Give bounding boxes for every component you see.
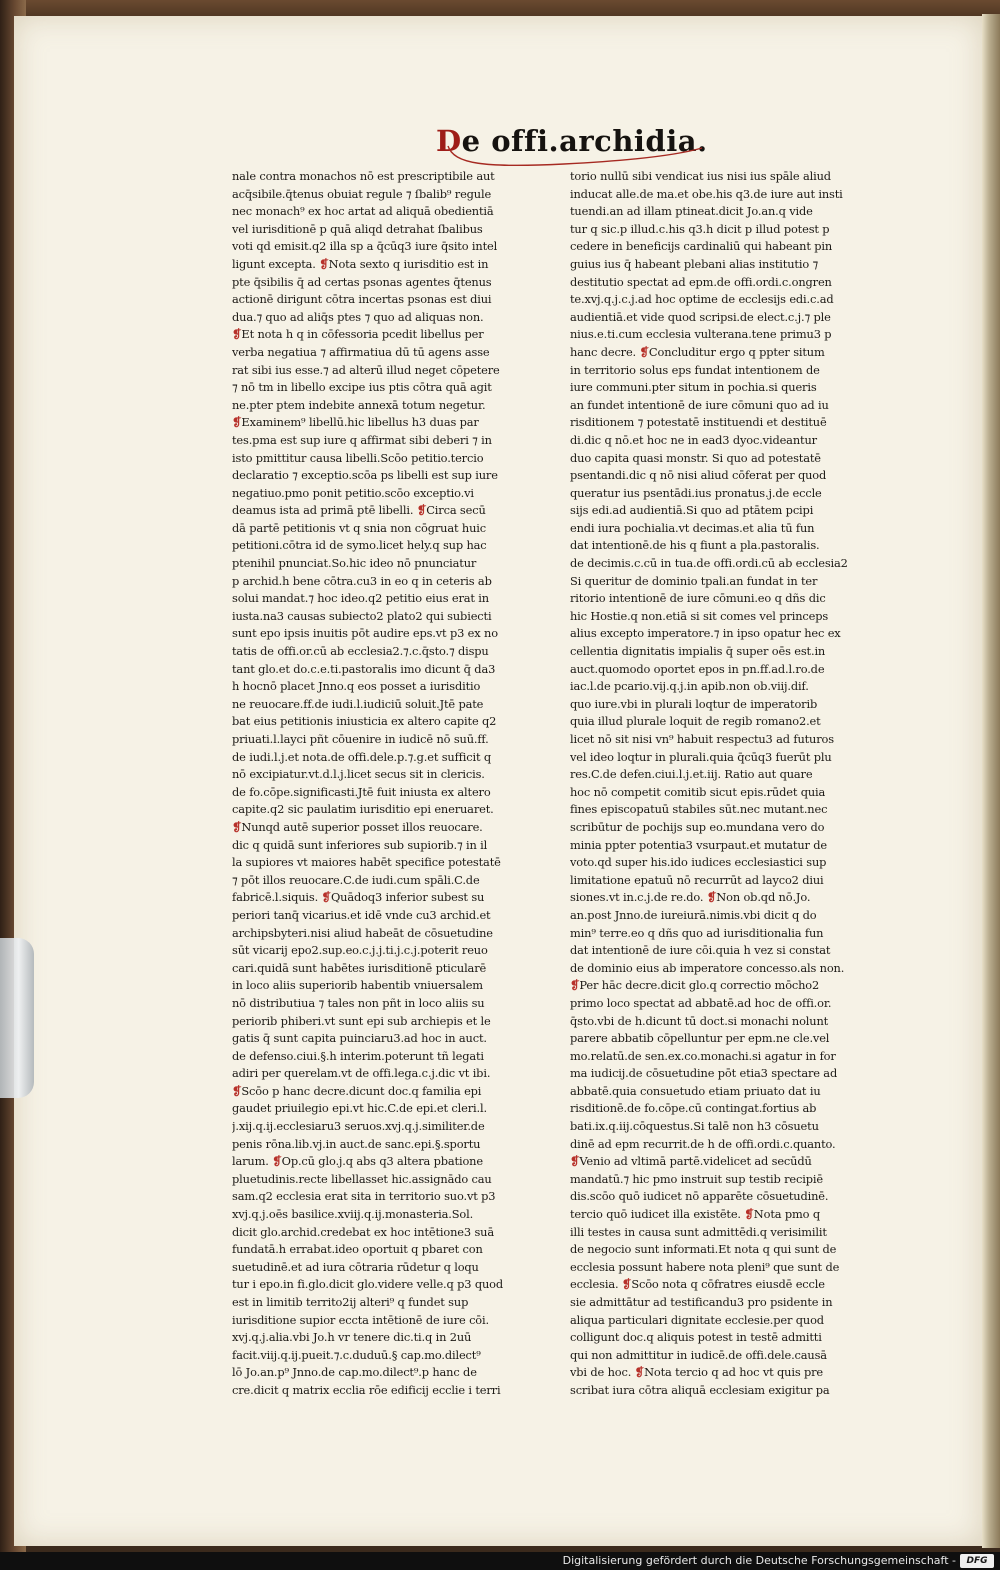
text-line: dat intentionē de iure cōi.quia h vez si constat <box>570 943 831 958</box>
text-line: penis rōna.lib.vj.in auct.de sanc.epi.§.sportu <box>232 1136 481 1151</box>
text-line: ptenihil pnunciat.So.hic ideo nō pnunciatur <box>232 556 477 571</box>
text-line: xvj.q.j.alia.vbi Jo.h vr tenere dic.ti.q in 2uū <box>232 1330 472 1345</box>
paragraph-mark: ❡ <box>621 1277 632 1292</box>
text-line: isto pmittitur causa libelli.Scōo petitio.tercio <box>232 450 484 465</box>
header-flourish <box>444 134 704 168</box>
text-line: dicit glo.archid.credebat ex hoc intētione3 suā <box>232 1224 494 1239</box>
text-line: archipsbyteri.nisi aliud habeāt de cōsuetudine <box>232 925 493 940</box>
text-line: solui mandat.⁊ hoc ideo.q2 petitio eius erat in <box>232 591 489 606</box>
text-line: xvj.q.j.oēs basilice.xviij.q.ij.monasteria.Sol. <box>232 1207 474 1222</box>
text-line: negatiuo.pmo ponit petitio.scōo exceptio.vi <box>232 485 474 500</box>
text-line: dinē ad epm recurrit.de h de offi.ordi.c.quanto. <box>570 1136 836 1151</box>
text-line: de decimis.c.cū in tua.de offi.ordi.cū ab ecclesia2 <box>570 556 848 571</box>
text-line: hic Hostie.q non.etiā si sit comes vel princeps <box>570 608 829 623</box>
text-line: cellentia dignitatis impialis q̄ super oēs est.in <box>570 644 826 659</box>
text-line: capite.q2 sic paulatim iurisditio epi eneruaret. <box>232 802 494 817</box>
text-line: primo loco spectat ad abbatē.ad hoc de offi.or. <box>570 995 832 1010</box>
text-line: ma iudicij.de cōsuetudine pōt etia3 spectare ad <box>570 1066 838 1081</box>
text-line: illi testes in causa sunt admittēdi.q verisimilit <box>570 1224 827 1239</box>
text-line: tatis de offi.or.cū ab ecclesia2.⁊.c.q̄sto.⁊ dispu <box>232 644 489 659</box>
text-line: min⁹ terre.eo q dñs quo ad iurisditionalia fun <box>570 925 824 940</box>
text-line: deamus ista ad primā ptē libelli. ❡Circa secū <box>232 503 486 518</box>
text-line: ne reuocare.ff.de iudi.l.iudiciū soluit.Jtē pate <box>232 696 484 711</box>
text-line: petitioni.cōtra id de symo.licet hely.q sup hac <box>232 538 487 553</box>
paragraph-mark: ❡ <box>232 415 242 430</box>
text-line: suetudinē.et ad iura cōtraria rūdetur q loqu <box>232 1259 479 1274</box>
text-line: siones.vt in.c.j.de re.do. ❡Non ob.qd nō.Jo. <box>570 890 811 905</box>
text-line: pluetudinis.recte libellasset hic.assignādo cau <box>232 1171 492 1186</box>
text-line: dis.scōo quō iudicet nō apparēte cōsuetudinē. <box>570 1189 829 1204</box>
paragraph-mark: ❡ <box>321 890 331 905</box>
text-line: iurisditione supior eccta intētionē de iure cōi. <box>232 1312 489 1327</box>
text-line: an fundet intentionē de iure cōmuni quo ad iu <box>570 397 829 412</box>
text-line: sie admittātur ad testificandu3 pro psidente in <box>570 1295 833 1309</box>
text-line: periorib phiberi.vt sunt epi sub archiepis et le <box>232 1013 491 1028</box>
text-line: an.post Jnno.de iureiurā.nimis.vbi dicit q do <box>570 907 817 922</box>
running-head-text: e offi.archidia. <box>461 124 708 158</box>
text-line: mandatū.⁊ hic pmo instruit sup testib recipiē <box>570 1171 823 1186</box>
paragraph-mark: ❡ <box>744 1207 754 1222</box>
paragraph-mark: ❡ <box>232 327 242 342</box>
text-line: ⁊ nō tm in libello excipe ius ptis cōtra quā agit <box>232 380 492 395</box>
text-line: de iudi.l.j.et nota.de offi.dele.p.⁊.g.et sufficit q <box>232 749 491 764</box>
text-line: la supiores vt maiores habēt specifice potestatē <box>232 855 501 870</box>
paragraph-mark: ❡ <box>639 344 649 359</box>
text-line: de fo.cōpe.significasti.Jtē fuit iniusta ex altero <box>232 784 491 799</box>
text-line: sam.q2 ecclesia erat sita in territorio suo.vt p3 <box>232 1189 496 1204</box>
text-line: limitatione epatuū nō recurrūt ad layco2 diui <box>570 872 824 887</box>
text-line: ritorio intentionē de iure cōmuni.eo q dñs dic <box>570 591 826 606</box>
text-line: ecclesia. ❡Scōo nota q cōfratres eiusdē eccle <box>570 1277 825 1292</box>
text-line: fundatā.h errabat.ideo oportuit q pbaret con <box>232 1242 483 1257</box>
text-line: hoc nō competit comitib sicut epis.rūdet quia <box>570 784 826 799</box>
text-line: cedere in beneficijs cardinaliū qui habeant pin <box>570 239 833 254</box>
text-line: voti qd emisit.q2 illa sp a q̄cūq3 iure q̄sito intel <box>232 239 498 254</box>
text-line: h hocnō placet Jnno.q eos posset a iurisditio <box>232 679 481 694</box>
paragraph-mark: ❡ <box>570 1154 580 1169</box>
text-line: nale contra monachos nō est prescriptibile aut <box>232 169 495 183</box>
text-line: quia illud plurale loquit de regib romano2.et <box>570 714 821 729</box>
text-line: est in limitib territo2ij alteri⁹ q fundet sup <box>232 1295 469 1309</box>
text-line: tur q sic.p illud.c.his q3.h dicit p illud potest p <box>570 221 830 236</box>
text-line: minia ppter potentia3 vsurpaut.et mutatur de <box>570 837 828 852</box>
text-line: iusta.na3 causas subiecto2 plato2 qui subiecti <box>232 608 492 623</box>
text-line: te.xvj.q.j.c.j.ad hoc optime de ecclesijs edi.c.ad <box>570 292 834 307</box>
text-line: pte q̄sibilis q̄ ad certas psonas agentes q̄tenus <box>232 274 492 289</box>
text-line: fines episcopatuū stabiles sūt.nec mutant.nec <box>570 802 828 817</box>
text-line: Si queritur de dominio tpali.an fundat in ter <box>570 573 818 588</box>
text-line: nec monach⁹ ex hoc artat ad aliquā obedientiā <box>232 204 494 219</box>
text-line: sijs edi.ad audientiā.Si quo ad ptātem pcipi <box>570 503 814 518</box>
text-line: tant glo.et do.c.e.ti.pastoralis imo dicunt q̄ da3 <box>232 661 496 676</box>
text-line: vel iurisditionē p quā aliqd detrahat ſbalibus <box>232 221 483 236</box>
text-line: ❡Per hāc decre.dicit glo.q correctio mōcho2 <box>570 978 820 993</box>
text-line: ⁊ pōt illos reuocare.C.de iudi.cum spāli.C.de <box>232 872 480 887</box>
running-head-initial: D <box>436 124 462 158</box>
text-line: torio nullū sibi vendicat ius nisi ius spāle aliud <box>570 169 831 183</box>
text-line: bati.ix.q.iij.cōquestus.Si talē non h3 cōsuetu <box>570 1119 819 1134</box>
text-line: de dominio eius ab imperatore concesso.als non. <box>570 960 845 975</box>
text-line: duo capita quasi monstr. Si quo ad potestatē <box>570 450 821 465</box>
text-line: guius ius q̄ habeant plebani alias institutio ⁊ <box>570 256 819 271</box>
text-line: ligunt excepta. ❡Nota sexto q iurisditio est in <box>232 256 489 271</box>
paragraph-mark: ❡ <box>232 1083 242 1098</box>
text-line: di.dic q nō.et hoc ne in ead3 dyoc.videantur <box>570 432 817 447</box>
text-line: ne.pter ptem indebite annexā totum negetur. <box>232 397 486 412</box>
text-line: cre.dicit q matrix ecclia rōe edificij ecclie i terri <box>232 1382 501 1397</box>
text-line: sunt epo ipsis inuitis pōt audire eps.vt p3 ex no <box>232 626 498 641</box>
text-line: iac.l.de pcario.vij.q.j.in apib.non ob.viij.dif. <box>570 679 809 694</box>
text-line: voto.qd super his.ido iudices ecclesiastici sup <box>570 855 827 870</box>
text-line: j.xij.q.ij.ecclesiaru3 seruos.xvj.q.j.similiter.de <box>232 1119 485 1134</box>
text-line: audientiā.et vide quod scripsi.de elect.c.j.⁊ ple <box>570 309 831 324</box>
text-line: ecclesia possunt habere nota pleni⁹ que sunt de <box>570 1259 840 1274</box>
text-line: tes.pma est sup iure q affirmat sibi deberi ⁊ in <box>232 432 492 447</box>
text-line: nō distributiua ⁊ tales non pñt in loco aliis su <box>232 995 485 1010</box>
text-line: lō Jo.an.p⁹ Jnno.de cap.mo.dilect⁹.p hanc de <box>232 1365 477 1380</box>
text-line: ❡Scōo p hanc decre.dicunt doc.q familia epi <box>232 1083 482 1098</box>
text-line: priuati.l.layci pñt cōuenire in iudicē nō suū.ff. <box>232 732 489 746</box>
text-line: scribūtur de pochijs sup eo.mundana vero do <box>570 819 825 834</box>
text-line: destitutio spectat ad epm.de offi.ordi.c.ongren <box>570 274 832 289</box>
page-clip <box>0 938 34 1098</box>
text-line: de negocio sunt informati.Et nota q qui sunt de <box>570 1242 837 1257</box>
text-line: p archid.h bene cōtra.cu3 in eo q in ceteris ab <box>232 573 492 588</box>
text-line: periori tanq̄ vicarius.et idē vnde cu3 archid.et <box>232 907 491 922</box>
text-line: sūt vicarij epo2.sup.eo.c.j.j.ti.j.c.j.poterit reuo <box>232 943 488 958</box>
text-line: risditionē.de fo.cōpe.cū contingat.fortius ab <box>570 1101 817 1116</box>
text-line: facit.viij.q.ij.pueit.⁊.c.duduū.§ cap.mo.dilect⁹ <box>232 1347 481 1362</box>
text-line: ❡Venio ad vltimā partē.videlicet ad secūdū <box>570 1154 812 1169</box>
text-line: de defenso.ciui.§.h interim.poterunt tñ legati <box>232 1048 484 1063</box>
text-line: auct.quomodo oportet epos in pn.ff.ad.l.ro.de <box>570 661 825 676</box>
funding-notice: Digitalisierung gefördert durch die Deutsche Forschungsgemeinschaft - <box>562 1554 956 1567</box>
text-line: abbatē.quia consuetudo etiam priuato dat iu <box>570 1083 821 1098</box>
left-text-column <box>232 168 518 1400</box>
right-text-column <box>570 168 856 1400</box>
text-line: q̄sto.vbi de h.dicunt tū doct.si monachi nolunt <box>570 1013 829 1028</box>
text-line: ❡Et nota h q in cōfessoria pcedit libellus per <box>232 327 484 342</box>
text-line: inducat alle.de ma.et obe.his q3.de iure aut insti <box>570 186 843 201</box>
paragraph-mark: ❡ <box>416 503 427 518</box>
text-line: nius.e.ti.cum ecclesia vulterana.tene primu3 p <box>570 327 832 342</box>
paragraph-mark: ❡ <box>706 890 717 905</box>
page-edge <box>982 14 1000 1548</box>
text-line: verba negatiua ⁊ affirmatiua dū tū agens asse <box>232 344 490 359</box>
text-line: bat eius petitionis iniusticia ex altero capite q2 <box>232 714 497 729</box>
text-line: dat intentionē.de his q fiunt a pla.pastoralis. <box>570 538 820 553</box>
text-line: dā partē petitionis vt q snia non cōgruat huic <box>232 520 486 535</box>
text-line: gaudet priuilegio epi.vt hic.C.de epi.et cleri.l. <box>232 1101 487 1116</box>
paragraph-mark: ❡ <box>272 1154 282 1169</box>
text-line: in territorio solus eps fundat intentionem de <box>570 362 820 377</box>
dfg-logo: DFG <box>960 1554 994 1568</box>
text-line: tur i epo.in fi.glo.dicit glo.videre velle.q p3 quod <box>232 1277 504 1292</box>
text-line: in loco aliis superiorib habentib vniuersalem <box>232 978 483 993</box>
text-line: quo iure.vbi in plurali loqtur de imperatorib <box>570 696 818 711</box>
text-line: tercio quō iudicet illa existēte. ❡Nota pmo q <box>570 1207 820 1222</box>
text-line: iure communi.pter situm in pochia.si queris <box>570 380 817 395</box>
paragraph-mark: ❡ <box>319 256 329 271</box>
text-line: endi iura pochialia.vt decimas.et alia tū fun <box>570 520 815 535</box>
text-line: acq̄sibile.q̄tenus obuiat regule ⁊ ſbalib⁹ regule <box>232 186 492 201</box>
text-line: tuendi.an ad illam ptineat.dicit Jo.an.q vide <box>570 204 813 219</box>
text-line: risditionem ⁊ potestatē instituendi et destituē <box>570 415 827 430</box>
text-line: res.C.de defen.ciui.l.j.et.iij. Ratio aut quare <box>570 767 813 782</box>
text-line: aliqua particulari dignitate ecclesie.per quod <box>570 1312 824 1327</box>
text-line: adiri per querelam.vt de offi.lega.c.j.dic vt ibi. <box>232 1066 491 1081</box>
text-line: dic q quidā sunt inferiores sub supiorib.⁊ in il <box>232 837 488 852</box>
text-line: scribat iura cōtra aliquā ecclesiam exigitur pa <box>570 1382 830 1397</box>
text-line: colligunt doc.q aliquis potest in testē admitti <box>570 1330 822 1345</box>
paragraph-mark: ❡ <box>570 978 580 993</box>
text-line: queratur ius psentādi.ius pronatus.j.de eccle <box>570 485 822 500</box>
text-line: rat sibi ius esse.⁊ ad alterū illud neget cōpetere <box>232 362 500 377</box>
text-line: gatis q̄ sunt capita puinciaru3.ad hoc in auct. <box>232 1031 487 1046</box>
text-line: mo.relatū.de sen.ex.co.monachi.si agatur in for <box>570 1048 836 1063</box>
text-line: parere abbatib cōpelluntur per epm.ne cle.vel <box>570 1031 830 1046</box>
text-line: ❡Examinem⁹ libellū.hic libellus h3 duas par <box>232 415 479 430</box>
text-line: licet nō sit nisi vn⁹ habuit respectu3 ad futuros <box>570 732 834 746</box>
text-line: cari.quidā sunt habētes iurisditionē pticularē <box>232 960 487 975</box>
text-line: ❡Nunqd autē superior posset illos reuocare. <box>232 819 483 834</box>
text-line: hanc decre. ❡Concluditur ergo q ppter situm <box>570 344 825 359</box>
text-line: nō excipiatur.vt.d.l.j.licet secus sit in clericis. <box>232 767 485 782</box>
text-line: actionē dirigunt cōtra incertas psonas est diui <box>232 292 492 307</box>
text-line: dua.⁊ quo ad aliq̄s ptes ⁊ quo ad aliquas non. <box>232 309 484 324</box>
text-line: larum. ❡Op.cū glo.j.q abs q3 altera pbatione <box>232 1154 483 1169</box>
text-line: qui non admittitur in iudicē.de offi.dele.causā <box>570 1347 827 1362</box>
text-line: vel ideo loqtur in plurali.quia q̄cūq3 fuerūt plu <box>570 749 832 764</box>
paragraph-mark: ❡ <box>634 1365 645 1380</box>
text-line: declaratio ⁊ exceptio.scōa ps libelli est sup iure <box>232 468 498 483</box>
text-line: fabricē.l.siquis. ❡Quādoq3 inferior subest su <box>232 890 485 905</box>
text-line: alius excepto imperatore.⁊ in ipso opatur hec ex <box>570 626 841 641</box>
text-line: vbi de hoc. ❡Nota tercio q ad hoc vt quis pre <box>570 1365 824 1380</box>
paragraph-mark: ❡ <box>232 819 242 834</box>
text-line: psentandi.dic q nō nisi aliud cōferat per quod <box>570 468 827 483</box>
